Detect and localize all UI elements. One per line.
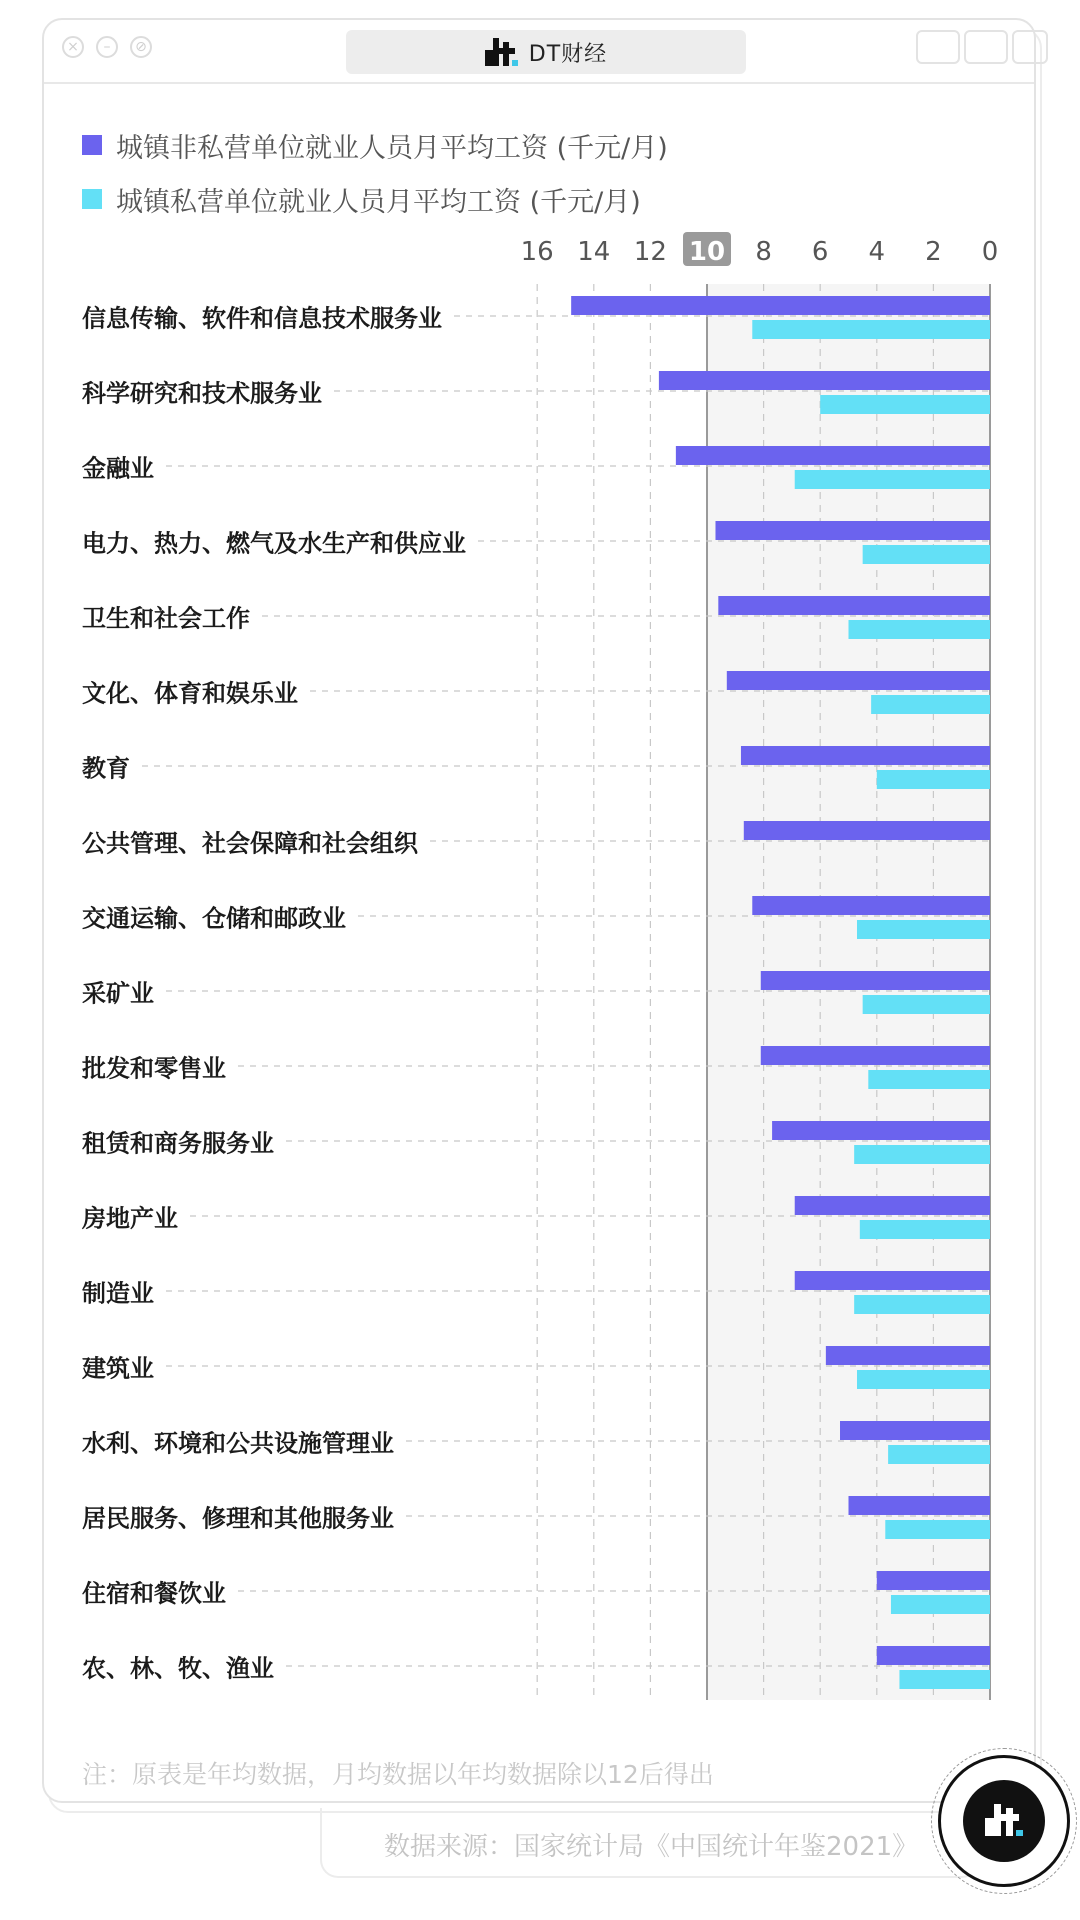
x-tick-label: 10 — [688, 237, 726, 267]
dt-badge-logo[interactable] — [938, 1755, 1070, 1887]
bar-private — [885, 1520, 990, 1539]
x-tick-label: 12 — [633, 237, 667, 267]
category-label: 租赁和商务服务业 — [82, 1124, 282, 1159]
bar-nonprivate — [715, 521, 990, 540]
x-tick-label: 2 — [925, 237, 942, 267]
category-label: 批发和零售业 — [82, 1049, 234, 1084]
bar-nonprivate — [676, 446, 990, 465]
bar-private — [860, 1220, 990, 1239]
bar-nonprivate — [761, 1046, 990, 1065]
legend-label-nonprivate: 城镇非私营单位就业人员月平均工资 (千元/月) — [116, 132, 668, 164]
category-label: 房地产业 — [82, 1199, 186, 1234]
bar-private — [795, 470, 990, 489]
bar-private — [877, 770, 990, 789]
x-tick-label: 0 — [981, 237, 999, 267]
category-label: 居民服务、修理和其他服务业 — [82, 1499, 402, 1534]
category-label: 文化、体育和娱乐业 — [82, 674, 306, 709]
bar-private — [857, 1370, 990, 1389]
bar-nonprivate — [659, 371, 990, 390]
category-label: 公共管理、社会保障和社会组织 — [82, 824, 426, 859]
category-label: 教育 — [82, 749, 138, 784]
window-title-text: DT财经 — [528, 41, 608, 67]
x-tick-label: 16 — [520, 237, 554, 267]
category-label: 制造业 — [82, 1274, 162, 1309]
category-label: 交通运输、仓储和邮政业 — [82, 899, 354, 934]
bar-nonprivate — [744, 821, 990, 840]
x-tick-label: 14 — [577, 237, 611, 267]
bar-nonprivate — [727, 671, 990, 690]
category-label: 住宿和餐饮业 — [82, 1574, 234, 1609]
bar-private — [857, 920, 990, 939]
bar-private — [854, 1145, 990, 1164]
bar-private — [888, 1445, 990, 1464]
bar-nonprivate — [741, 746, 990, 765]
bar-nonprivate — [571, 296, 990, 315]
badge-inner — [963, 1780, 1045, 1862]
bar-private — [891, 1595, 990, 1614]
bar-nonprivate — [795, 1196, 990, 1215]
bar-private — [752, 320, 990, 339]
zoom-icon[interactable]: ⊘ — [130, 36, 152, 58]
bar-private — [868, 1070, 990, 1089]
bar-private — [849, 620, 991, 639]
bar-nonprivate — [849, 1496, 991, 1515]
bar-private — [820, 395, 990, 414]
category-label: 电力、热力、燃气及水生产和供应业 — [82, 524, 474, 559]
category-label: 信息传输、软件和信息技术服务业 — [82, 299, 450, 334]
bar-nonprivate — [840, 1421, 990, 1440]
category-label: 卫生和社会工作 — [82, 599, 258, 634]
bar-private — [854, 1295, 990, 1314]
bar-nonprivate — [761, 971, 990, 990]
category-label: 农、林、牧、渔业 — [82, 1649, 282, 1684]
category-label: 采矿业 — [82, 974, 162, 1009]
x-tick-label: 8 — [755, 237, 772, 267]
bar-private — [863, 545, 990, 564]
x-tick-label: 4 — [868, 237, 886, 267]
legend-label-private: 城镇私营单位就业人员月平均工资 (千元/月) — [116, 186, 641, 218]
bar-private — [863, 995, 990, 1014]
category-label: 金融业 — [82, 449, 162, 484]
category-label: 建筑业 — [82, 1349, 162, 1384]
bar-nonprivate — [826, 1346, 990, 1365]
data-source: 数据来源：国家统计局《中国统计年鉴2021》 — [384, 1832, 919, 1862]
dt-badge-icon — [963, 1780, 1045, 1862]
minimize-icon[interactable]: – — [96, 36, 118, 58]
highlight-region — [707, 284, 990, 1700]
bar-nonprivate — [718, 596, 990, 615]
bar-nonprivate — [795, 1271, 990, 1290]
bar-nonprivate — [877, 1571, 990, 1590]
x-tick-label: 6 — [811, 237, 829, 267]
bar-private — [871, 695, 990, 714]
category-label: 水利、环境和公共设施管理业 — [82, 1424, 402, 1459]
category-label: 科学研究和技术服务业 — [82, 374, 330, 409]
bar-private — [899, 1670, 990, 1689]
bar-nonprivate — [772, 1121, 990, 1140]
footnote: 注：原表是年均数据，月均数据以年均数据除以12后得出 — [82, 1760, 714, 1789]
bar-nonprivate — [877, 1646, 990, 1665]
close-icon[interactable]: × — [62, 36, 84, 58]
bar-nonprivate — [752, 896, 990, 915]
